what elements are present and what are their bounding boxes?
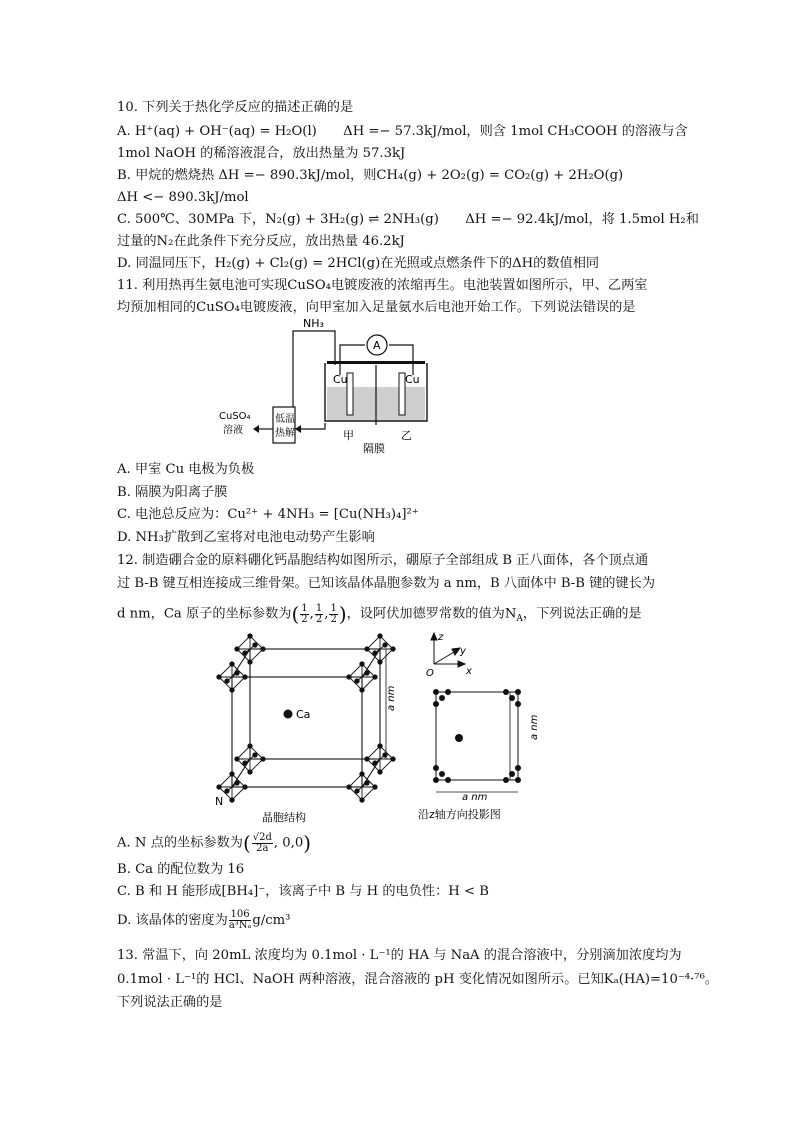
projection-b-atom <box>515 701 521 707</box>
q10-option-d: D. 同温同压下，H₂(g) + Cl₂(g) = 2HCl(g)在光照或点燃条件下的ΔH的数值相同 <box>117 256 600 271</box>
projection-b-atom <box>433 689 439 695</box>
battery-diagram <box>215 315 445 455</box>
a-paren-close: ) <box>303 831 312 855</box>
b-atom <box>378 744 382 748</box>
projection-b-atom <box>433 765 439 771</box>
q11-title-line2: 均预加相同的CuSO₄电镀废液，向甲室加入足量氨水后电池开始工作。下列说法错误的是 <box>117 300 636 315</box>
q12-d-prefix: D. 该晶体的密度为 <box>117 913 228 928</box>
projection-b-atom <box>515 689 521 695</box>
caption-right: 沿z轴方向投影图 <box>418 808 501 821</box>
a-paren-open: ( <box>242 831 251 855</box>
b-atom <box>235 757 239 761</box>
arrow-to-box <box>295 425 301 433</box>
q12-d-suffix: g/cm³ <box>252 913 291 928</box>
b-atom <box>235 671 239 675</box>
b-atom <box>391 647 395 651</box>
box-label-1: 低温 <box>275 414 295 425</box>
b-atom <box>261 757 265 761</box>
crystal-cell-diagram <box>210 625 400 825</box>
b-atom <box>373 785 377 789</box>
b-atom <box>360 688 364 692</box>
b-atom <box>243 675 247 679</box>
b-atom <box>383 753 387 757</box>
q11-option-c: C. 电池总反应为：Cu²⁺ + 4NH₃ = [Cu(NH₃)₄]²⁺ <box>117 507 419 522</box>
q10-option-a-line1: A. H⁺(aq) + OH⁻(aq) = H₂O(l) ΔH =− 57.3kJ/mol，则含 1mol CH₃COOH 的溶液与含 <box>117 124 688 139</box>
b-atom <box>347 785 351 789</box>
b-atom <box>391 757 395 761</box>
b-atom <box>378 660 382 664</box>
q12-line3-mid: ，设阿伏加德罗常数的值为N <box>346 606 517 622</box>
b-atom <box>235 781 239 785</box>
left-wire <box>340 345 365 375</box>
na-sub: A <box>516 614 523 625</box>
b-atom <box>365 781 369 785</box>
b-atom <box>230 772 234 776</box>
projection-diagram <box>410 630 540 825</box>
left-electrode <box>347 373 353 415</box>
b-atom <box>373 651 377 655</box>
cu-left-label: Cu <box>333 373 348 386</box>
frac-y: $\frac{1}{2}$ <box>315 602 323 625</box>
b-atom <box>378 634 382 638</box>
projection-b-atom <box>503 777 509 783</box>
projection-b-atom <box>439 695 445 701</box>
nh3-label: NH₃ <box>303 317 324 330</box>
frac-z: $\frac{1}{2}$ <box>330 602 337 625</box>
b-atom <box>360 772 364 776</box>
b-atom <box>365 647 369 651</box>
b-atom <box>243 651 247 655</box>
b-atom <box>230 662 234 666</box>
solution-label: 溶液 <box>223 425 243 436</box>
q12-title-line3: d nm，Ca 原子的坐标参数为( $\frac{1}{2}$ , $\frac{1}{2}$ , $\frac{1}{2}$ )，设阿伏加德罗常数的值为$N_A$，下列说法正确的是 <box>117 602 642 626</box>
b-atom <box>355 679 359 683</box>
b-atom <box>225 679 229 683</box>
n-label: N <box>215 795 224 808</box>
projection-b-atom <box>439 771 445 777</box>
y-axis-label: y <box>460 646 466 657</box>
b-atom <box>248 744 252 748</box>
b-atom <box>248 660 252 664</box>
frac-density: $\frac{106}{\text{a³Nₐ}}$ <box>228 909 252 931</box>
a-nm-label-left: a nm <box>386 685 397 711</box>
a-nm-label-vertical: a nm <box>529 714 540 740</box>
yi-label: 乙 <box>401 429 412 442</box>
outflow-pipe <box>301 423 325 429</box>
q12-a-prefix: A. N 点的坐标参数为 <box>117 835 243 851</box>
projection-b-atom <box>433 777 439 783</box>
projection-square <box>436 692 518 780</box>
projection-center-ca <box>455 734 463 742</box>
q12-a-suffix: , 0,0 <box>273 835 304 851</box>
ca-atom <box>284 710 293 719</box>
b-atom <box>261 647 265 651</box>
q11-title: 11. 利用热再生氨电池可实现CuSO₄电镀废液的浓缩再生。电池装置如图所示，甲、乙两室 <box>117 278 648 293</box>
b-atom <box>253 753 257 757</box>
ca-label: Ca <box>296 708 311 721</box>
q12-line3-start: d nm，Ca 原子的坐标参数为 <box>117 606 292 622</box>
box-label-2: 热解 <box>275 428 295 439</box>
cuso4-label: CuSO₄ <box>219 411 251 422</box>
z-axis-label: z <box>438 632 444 643</box>
cu-right-label: Cu <box>405 373 420 386</box>
b-atom <box>365 757 369 761</box>
b-atom <box>235 647 239 651</box>
jia-label: 甲 <box>343 429 354 442</box>
q10-option-b-line1: B. 甲烷的燃烧热 ΔH =− 890.3kJ/mol，则CH₄(g) + 2O₂(g) = CO₂(g) + 2H₂O(g) <box>117 168 624 183</box>
q13-line3: 下列说法正确的是 <box>117 995 223 1010</box>
q12-title: 12. 制造硼合金的原料硼化钙晶胞结构如图所示，硼原子全部组成 B 正八面体，各个顶点通 <box>117 553 649 568</box>
b-atom <box>217 785 221 789</box>
a-nm-label-horizontal: a nm <box>462 792 488 803</box>
b-atom <box>230 798 234 802</box>
b-atom <box>373 761 377 765</box>
b-atom <box>347 675 351 679</box>
arrow-out <box>253 425 259 433</box>
frac-n: $\frac{√2d}{2a}$ <box>252 831 272 854</box>
b-atom <box>360 798 364 802</box>
projection-b-atom <box>515 765 521 771</box>
q13-line2: 0.1mol · L⁻¹的 HCl、NaOH 两种溶液，混合溶液的 pH 变化情况如图所示。已知Kₐ(HA)=10⁻⁴·⁷⁶。 <box>117 972 719 987</box>
b-atom <box>253 643 257 647</box>
projection-b-atom <box>445 777 451 783</box>
membrane-label: 隔膜 <box>363 442 385 455</box>
q10-option-a-line2: 1mol NaOH 的稀溶液混合，放出热量为 57.3kJ <box>117 146 406 161</box>
q10-option-b-line2: ΔH <− 890.3kJ/mol <box>117 190 249 205</box>
b-atom <box>217 675 221 679</box>
projection-b-atom <box>445 689 451 695</box>
q13-line1: 13. 常温下，向 20mL 浓度均为 0.1mol · L⁻¹的 HA 与 NaA 的混合溶液中，分别滴加浓度均为 <box>117 948 682 963</box>
frac-x: $\frac{1}{2}$ <box>301 602 308 625</box>
q11-option-a: A. 甲室 Cu 电极为负极 <box>117 462 255 477</box>
q12-line3-end: ，下列说法正确的是 <box>522 606 642 622</box>
q12-title-line2: 过 B-B 键互相连接成三维骨架。已知该晶体晶胞参数为 a nm，B 八面体中 B-B 键的键长为 <box>117 576 656 591</box>
b-atom <box>383 643 387 647</box>
b-atom <box>243 761 247 765</box>
b-atom <box>373 675 377 679</box>
caption-left: 晶胞结构 <box>262 811 306 824</box>
q11-option-d: D. NH₃扩散到乙室将对电池电动势产生影响 <box>117 530 375 545</box>
projection-b-atom <box>503 689 509 695</box>
q12-option-b: B. Ca 的配位数为 16 <box>117 862 245 877</box>
q12-option-d <box>117 908 290 934</box>
q10-option-c-line1: C. 500℃、30MPa 下，N₂(g) + 3H₂(g) ⇌ 2NH₃(g) ΔH =− 92.4kJ/mol，将 1.5mol H₂和 <box>117 212 699 227</box>
b-atom <box>248 634 252 638</box>
b-atom <box>230 688 234 692</box>
q11-option-b: B. 隔膜为阳离子膜 <box>117 485 228 500</box>
b-atom <box>225 789 229 793</box>
b-atom <box>248 770 252 774</box>
b-atom <box>378 770 382 774</box>
q12-option-a <box>117 830 311 857</box>
paren-close: ) <box>338 602 347 626</box>
x-axis-label: x <box>466 666 472 677</box>
q10-option-c-line2: 过量的N₂在此条件下充分反应，放出热量 46.2kJ <box>117 234 405 249</box>
b-atom <box>365 671 369 675</box>
ammeter-label: A <box>373 339 381 352</box>
paren-open: ( <box>291 602 300 626</box>
q10-title: 10. 下列关于热化学反应的描述正确的是 <box>117 100 354 115</box>
vessel-top-bar <box>327 361 425 364</box>
q12-option-c: C. B 和 H 能形成[BH₄]⁻，该离子中 B 与 H 的电负性：H < B <box>117 884 489 899</box>
b-atom <box>355 789 359 793</box>
projection-b-atom <box>515 777 521 783</box>
origin-label: O <box>426 668 434 679</box>
b-atom <box>243 785 247 789</box>
b-atom <box>360 662 364 666</box>
projection-b-atom <box>433 701 439 707</box>
right-wire <box>389 345 413 375</box>
